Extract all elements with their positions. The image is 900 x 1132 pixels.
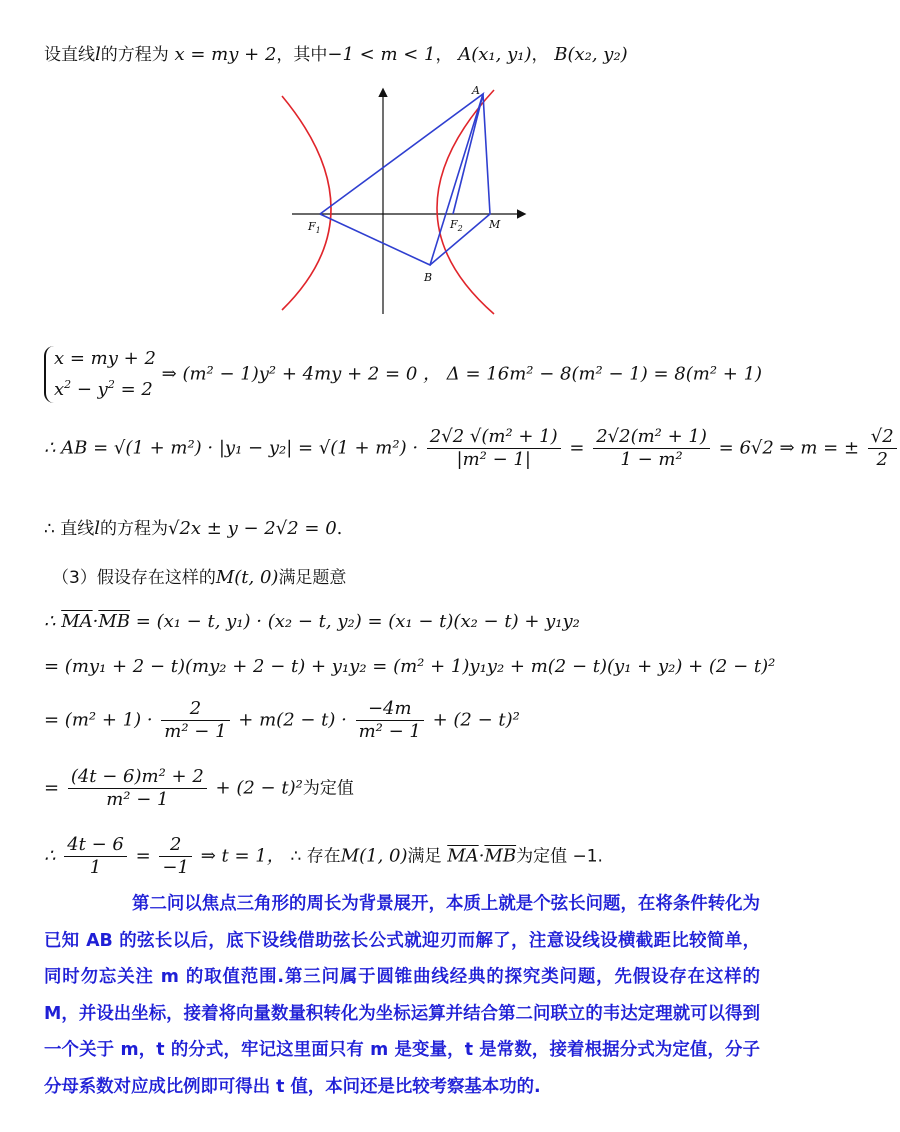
s3-fraction-2 (356, 698, 424, 743)
s5-a: ∴ (44, 845, 56, 867)
s5-n2: 2 (159, 834, 192, 857)
dot: · (92, 611, 99, 632)
s1-pre: ∴ (44, 611, 56, 632)
f2-num: 2√2(m² + 1) (593, 426, 710, 449)
equation-system (44, 346, 156, 403)
line-l: l (95, 44, 101, 65)
s4-a: = (44, 777, 60, 799)
part3-heading (52, 563, 346, 588)
s3-d1: m² − 1 (164, 721, 227, 742)
ab-mid: = 6√2 ⇒ m = ± (718, 437, 860, 459)
part3-tail: 满足题意 (278, 568, 347, 588)
line-eq-l: l (94, 518, 100, 539)
s4-b: + (2 − t)² (215, 777, 303, 799)
step-1 (44, 611, 580, 632)
s3-b: + m(2 − t) · (238, 709, 347, 731)
s3-fraction-1 (161, 698, 229, 743)
triangle-f1ab (320, 94, 483, 265)
hyperbola-figure (280, 78, 530, 318)
s3-a: = (m² + 1) · (44, 709, 153, 731)
discriminant: Δ = 16m² − 8(m² − 1) = 8(m² + 1) (446, 363, 763, 385)
s4-den: m² − 1 (106, 789, 169, 810)
s4-c: 为定值 (302, 778, 354, 799)
f1-den: |m² − 1| (456, 449, 531, 470)
vector-ma: $\overline{MA}$ (61, 611, 93, 632)
s5-c: ∴ 存在 (290, 846, 341, 867)
sep-2: ， (531, 45, 549, 65)
m-range: −1 < m < 1 (327, 44, 436, 65)
step-5 (44, 834, 603, 879)
hyperbola-left-branch (282, 96, 331, 310)
line-equation: x = my + 2 (174, 44, 277, 65)
vector-mb: $\overline{MB}$ (98, 611, 131, 632)
vector-ma-2: $\overline{MA}$ (447, 845, 479, 867)
f3-num: √2 (868, 426, 897, 449)
s5-eq: = (135, 845, 151, 867)
ab-fraction-2 (593, 426, 710, 471)
eq2-end: = 2 (114, 379, 153, 400)
ab-eq: = (569, 437, 585, 459)
f3-den: 2 (876, 449, 888, 470)
eq2-x: x (54, 379, 65, 400)
s5-d1: 1 (89, 857, 102, 878)
dot-2: · (478, 845, 485, 867)
system-line (44, 346, 762, 403)
setup-text: 设直线 (44, 45, 95, 65)
step-3 (44, 698, 520, 743)
s1-post: = (x₁ − t, y₁) · (x₂ − t, y₂) = (x₁ − t)(x₂ − t) + y₁y₂ (135, 611, 580, 632)
s5-b: ⇒ t = 1， (200, 845, 285, 867)
label-a: A (472, 84, 480, 97)
system-eq1: x = my + 2 (54, 348, 156, 369)
s3-n1: 2 (161, 698, 229, 721)
setup-line (44, 40, 628, 65)
f2-den: 1 − m² (620, 449, 683, 470)
line-eq-mid: 的方程为 (100, 519, 168, 539)
line-eq-end: . (336, 518, 343, 539)
label-f2: $F_2$ (450, 218, 463, 233)
chord-length-line (44, 426, 900, 471)
s4-fraction (68, 766, 207, 811)
point-b: B(x₂, y₂) (554, 44, 628, 65)
ab-fraction-1 (427, 426, 561, 471)
s5-e: 为定值 −1. (516, 846, 603, 867)
label-m: M (489, 218, 501, 231)
step-4 (44, 766, 354, 811)
s4-num: (4t − 6)m² + 2 (68, 766, 207, 789)
s2: = (my₁ + 2 − t)(my₂ + 2 − t) + y₁y₂ = (m² + 1)y₁y₂ + m(2 − t)(y₁ + y₂) + (2 − t)² (44, 656, 776, 677)
s3-c: + (2 − t)² (432, 709, 520, 731)
summary-paragraph: 第二问以焦点三角形的周长为背景展开，本质上就是个弦长问题，在将条件转化为已知 AB 的弦长以后，底下设线借助弦长公式就迎刃而解了，注意设线设横截距比较简单，同时勿忘关注 m 的取值范围.第三问属于圆锥曲线经典的探究类问题，先假设存在这样的 M，并设出坐标，接着将向量数量积转化为坐标运算并结合第二问联立的韦达定理就可以得到一个关于 m，t 的分式，牢记这里面只有 m 是变量，t 是常数，接着根据分式为定值，分子分母系数对应成比例即可得出 t 值，本问还是比较考察基本功的. (44, 894, 760, 1097)
s5-m: M(1, 0) (340, 845, 408, 867)
line-eq-pre: ∴ 直线 (44, 519, 95, 539)
s5-d2: −1 (162, 857, 189, 878)
s5-n1: 4t − 6 (64, 834, 127, 857)
quadratic-result: ⇒ (m² − 1)y² + 4my + 2 = 0 ， (161, 363, 442, 385)
s3-d2: m² − 1 (358, 721, 421, 742)
line-result (44, 514, 342, 539)
s5-fraction-2 (159, 834, 192, 879)
ab-fraction-3 (868, 426, 897, 471)
setup-text-2: 的方程为 (100, 45, 169, 65)
sep: ， (435, 45, 453, 65)
s3-n2: −4m (356, 698, 424, 721)
label-b: B (424, 271, 433, 284)
label-f1: $F_1$ (308, 220, 321, 235)
system-eq2: $x^2 - y^2 = 2$ (54, 378, 153, 400)
eq2-y: − y (71, 379, 108, 400)
triangle-mab (430, 94, 490, 265)
f1-num: 2√2 √(m² + 1) (427, 426, 561, 449)
s5-fraction-1 (64, 834, 127, 879)
line-eq-value: √2x ± y − 2√2 = 0 (168, 518, 337, 539)
s5-d: 满足 (407, 846, 442, 867)
setup-text-3: ，其中 (276, 45, 328, 65)
step-2 (44, 656, 775, 677)
part3-head: （3）假设存在这样的 (52, 568, 216, 588)
part3-m: M(t, 0) (215, 567, 279, 588)
point-a: A(x₁, y₁) (458, 44, 532, 65)
ab-start: ∴ AB = √(1 + m²) · |y₁ − y₂| = √(1 + m²) · (44, 437, 419, 459)
vector-mb-2: $\overline{MB}$ (484, 845, 517, 867)
